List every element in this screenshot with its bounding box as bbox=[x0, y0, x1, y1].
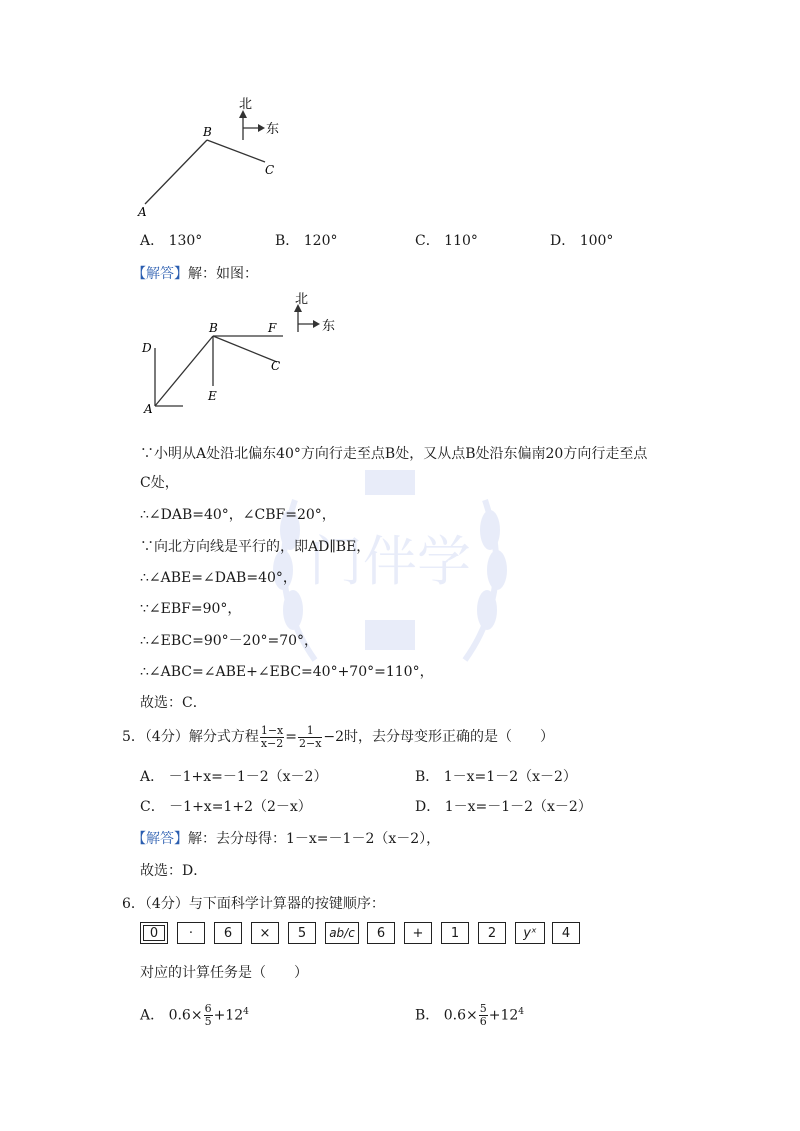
calc-key-plus: + bbox=[404, 922, 432, 944]
calc-key-6: 6 bbox=[214, 922, 242, 944]
q5-option-d: D． 1－x=－1－2（x－2） bbox=[415, 799, 592, 815]
calc-key-power: yˣ bbox=[515, 922, 545, 944]
watermark-text: 门伴学 bbox=[309, 530, 471, 593]
solution-line-4: ∵向北方向线是平行的，即AD∥BE， bbox=[140, 539, 371, 555]
north-label: 北 bbox=[239, 97, 253, 112]
solution-choice: 故选：C． bbox=[140, 695, 207, 711]
fraction-2: $\frac{1}{2-x}$ bbox=[299, 723, 322, 750]
calc-key-5: 5 bbox=[288, 922, 316, 944]
point-a-label: A bbox=[144, 402, 153, 416]
east-label: 东 bbox=[322, 319, 336, 334]
calc-key-6b: 6 bbox=[367, 922, 395, 944]
fraction-1: $\frac{1-x}{x-2}$ bbox=[260, 723, 284, 750]
solution-line-6: ∵∠EBF=90°， bbox=[140, 601, 242, 617]
solution-line-1: ∵小明从A处沿北偏东40°方向行走至点B处，又从点B处沿东偏南20方向行走至点 bbox=[140, 446, 648, 462]
q4-option-b: B． 120° bbox=[275, 233, 338, 249]
question-6-task: 对应的计算任务是（ ） bbox=[140, 965, 308, 981]
answer-tag: 【解答】 bbox=[132, 831, 188, 847]
solution-line-2: C处， bbox=[140, 475, 179, 491]
solution-line-3: ∴∠DAB=40°，∠CBF=20°， bbox=[140, 507, 336, 523]
calc-key-2: 2 bbox=[478, 922, 506, 944]
calc-key-times: × bbox=[251, 922, 279, 944]
point-b-label: B bbox=[209, 321, 218, 335]
solution-line-8: ∴∠ABC=∠ABE+∠EBC=40°+70°=110°， bbox=[140, 664, 434, 680]
q4-option-d: D． 100° bbox=[550, 233, 614, 249]
answer-5: 【解答】解：去分母得：1－x=－1－2（x－2）， bbox=[132, 831, 441, 847]
north-label: 北 bbox=[295, 292, 309, 307]
point-a-label: A bbox=[138, 205, 147, 219]
q5-option-a: A． －1+x=－1－2（x－2） bbox=[140, 769, 328, 785]
q4-option-c: C． 110° bbox=[415, 233, 478, 249]
answer-4-heading: 【解答】解：如图： bbox=[132, 266, 258, 282]
figure-2-diagram bbox=[135, 290, 345, 420]
question-6-stem: 6．（4分）与下面科学计算器的按键顺序： bbox=[122, 896, 385, 912]
q6-option-a: A． 0.6× $\frac{6}{5}$ $+12^4$ bbox=[140, 1002, 249, 1029]
answer-5-choice: 故选：D． bbox=[140, 863, 208, 879]
q5-option-c: C． －1+x=1+2（2－x） bbox=[140, 799, 312, 815]
calc-key-4: 4 bbox=[552, 922, 580, 944]
point-e-label: E bbox=[208, 389, 217, 403]
point-c-label: C bbox=[265, 163, 275, 177]
point-f-label: F bbox=[268, 321, 277, 335]
q4-option-a: A． 130° bbox=[140, 233, 203, 249]
point-b-label: B bbox=[203, 125, 212, 139]
calc-key-dot: · bbox=[177, 922, 205, 944]
q5-option-b: B． 1－x=1－2（x－2） bbox=[415, 769, 577, 785]
calc-key-fraction: ab/c bbox=[325, 922, 359, 944]
calc-key-1: 1 bbox=[441, 922, 469, 944]
figure-1-diagram bbox=[135, 92, 295, 222]
answer-tag: 【解答】 bbox=[132, 266, 188, 282]
point-c-label: C bbox=[271, 359, 281, 373]
solution-line-7: ∴∠EBC=90°－20°=70°， bbox=[140, 633, 319, 649]
point-d-label: D bbox=[142, 341, 152, 355]
solution-line-5: ∴∠ABE=∠DAB=40°， bbox=[140, 570, 297, 586]
east-label: 东 bbox=[266, 122, 280, 137]
question-5-stem: 5．（4分）解分式方程 $\frac{1-x}{x-2}$ = $\frac{1}{2-x}$ −2时，去分母变形正确的是（ ） bbox=[122, 723, 555, 750]
q6-option-b: B． 0.6× $\frac{5}{6}$ $+12^4$ bbox=[415, 1002, 525, 1029]
calc-key-0: 0 bbox=[140, 922, 168, 944]
